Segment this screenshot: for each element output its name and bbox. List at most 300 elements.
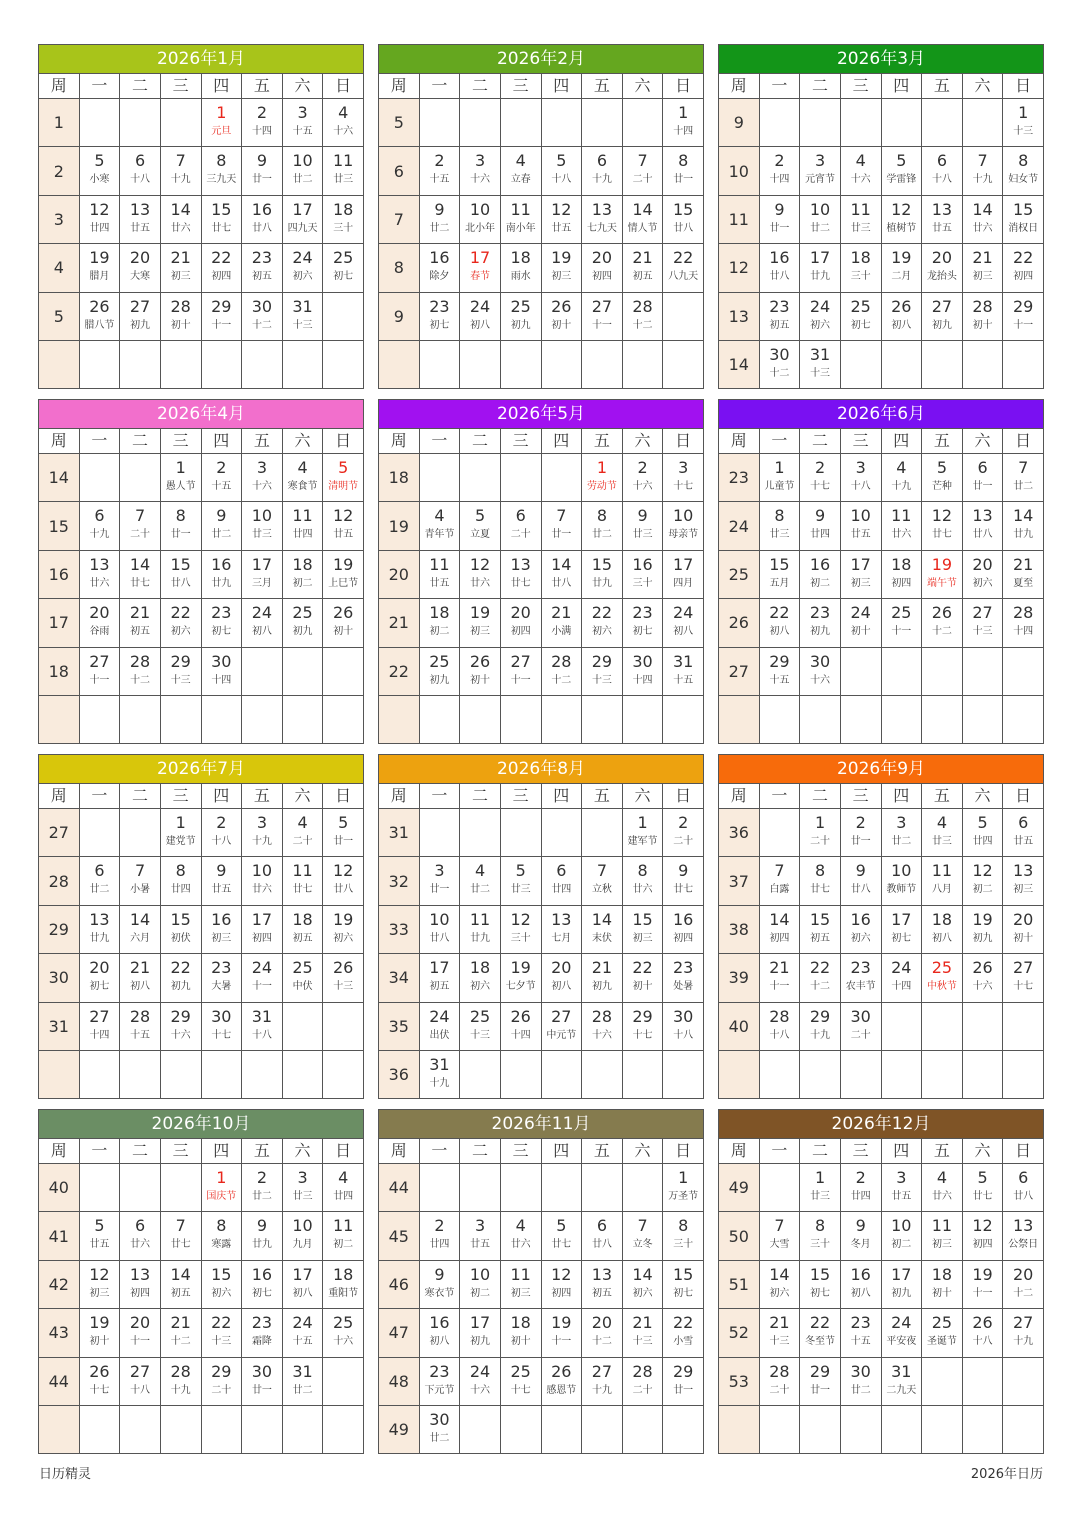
- day-number: 30: [251, 296, 273, 316]
- lunar-label: 初七: [673, 1287, 694, 1299]
- empty-cell: [881, 647, 922, 695]
- day-number: 5: [556, 1216, 567, 1236]
- day-cell: [800, 1309, 841, 1357]
- day-number: 5: [515, 861, 526, 881]
- day-cell: [800, 1164, 841, 1212]
- lunar-label: 廿二: [211, 529, 232, 541]
- month-block: [718, 1109, 1044, 1454]
- lunar-label: 廿八: [591, 1239, 612, 1251]
- day-cell: [541, 1260, 582, 1308]
- day-number: 6: [94, 506, 105, 526]
- lunar-label: 廿八: [769, 271, 790, 283]
- month-block: [718, 754, 1044, 1099]
- day-number: 8: [1018, 151, 1029, 171]
- lunar-label: 初伏: [170, 932, 191, 944]
- week-row: [379, 1405, 704, 1453]
- lunar-label: 十一: [551, 1336, 572, 1348]
- lunar-label: 十二: [931, 626, 952, 638]
- day-number: 26: [333, 958, 354, 978]
- lunar-label: 四九天: [287, 222, 318, 234]
- day-number: 6: [556, 861, 567, 881]
- day-cell: [840, 147, 881, 195]
- day-cell: [500, 1357, 541, 1405]
- weekday-header: 一: [759, 784, 800, 809]
- day-number: 3: [474, 1216, 486, 1236]
- day-number: 12: [972, 1216, 993, 1236]
- weekday-header: 六: [282, 1139, 323, 1164]
- day-number: 1: [678, 103, 689, 122]
- weekday-header: 二: [800, 74, 841, 99]
- lunar-label: 十八: [551, 174, 572, 186]
- day-cell: [282, 454, 323, 502]
- day-number: 14: [1013, 506, 1034, 526]
- lunar-label: 初八: [551, 981, 572, 993]
- lunar-label: 初九: [429, 674, 450, 686]
- day-number: 9: [814, 506, 826, 526]
- day-number: 19: [551, 1313, 572, 1333]
- lunar-label: 大寒: [130, 271, 151, 283]
- lunar-label: 十五: [673, 674, 694, 686]
- day-number: 4: [515, 1216, 526, 1236]
- day-cell: [962, 954, 1003, 1002]
- day-cell: [881, 809, 922, 857]
- lunar-label: 廿二: [810, 222, 831, 234]
- day-number: 22: [673, 248, 694, 268]
- day-cell: [622, 292, 663, 340]
- lunar-label: 九月: [292, 1239, 313, 1251]
- empty-cell: [500, 809, 541, 857]
- week-row: [379, 99, 704, 147]
- lunar-label: 初七: [429, 319, 450, 331]
- day-cell: [962, 905, 1003, 953]
- day-number: 3: [434, 861, 445, 881]
- lunar-label: 十九: [89, 529, 110, 541]
- lunar-label: 初二: [972, 884, 993, 896]
- day-number: 7: [134, 861, 146, 881]
- day-number: 24: [469, 296, 491, 316]
- day-number: 21: [972, 248, 993, 268]
- day-cell: [460, 1002, 501, 1050]
- lunar-label: 十三: [632, 1336, 653, 1348]
- weekday-header: 一: [79, 1139, 120, 1164]
- day-cell: [582, 147, 623, 195]
- day-cell: [160, 292, 201, 340]
- day-cell: [120, 1260, 161, 1308]
- day-cell: [323, 1309, 364, 1357]
- lunar-label: 初三: [1013, 884, 1034, 896]
- day-number: 20: [551, 958, 572, 978]
- empty-cell: [120, 340, 161, 388]
- day-number: 26: [891, 296, 912, 316]
- day-number: 2: [855, 1168, 866, 1187]
- week-row: [719, 195, 1044, 243]
- week-number: 27: [39, 809, 80, 857]
- day-cell: [840, 502, 881, 550]
- lunar-label: 十六: [470, 1384, 491, 1396]
- week-number: 43: [39, 1309, 80, 1357]
- day-number: 25: [510, 296, 531, 316]
- day-number: 27: [129, 1361, 151, 1381]
- weekday-header: 四: [541, 784, 582, 809]
- week-row: [39, 695, 364, 743]
- day-number: 5: [338, 813, 349, 832]
- day-cell: [663, 244, 704, 292]
- day-cell: [242, 502, 283, 550]
- empty-cell: [922, 340, 963, 388]
- day-number: 17: [469, 248, 491, 268]
- lunar-label: 初七: [251, 1287, 272, 1299]
- empty-cell: [663, 1405, 704, 1453]
- weekday-header: 五: [922, 784, 963, 809]
- empty-cell: [120, 695, 161, 743]
- lunar-label: 廿二: [292, 174, 313, 186]
- day-cell: [79, 502, 120, 550]
- week-number: 48: [379, 1357, 420, 1405]
- day-number: 11: [931, 861, 953, 881]
- week-row: [719, 502, 1044, 550]
- lunar-label: 十七: [673, 481, 694, 492]
- day-number: 25: [429, 651, 450, 671]
- week-row: [379, 195, 704, 243]
- day-number: 25: [333, 1313, 354, 1333]
- lunar-label: 廿六: [632, 884, 653, 896]
- lunar-label: 初六: [292, 271, 313, 283]
- week-row: [379, 1260, 704, 1308]
- day-cell: [582, 195, 623, 243]
- weekday-header: 五: [582, 74, 623, 99]
- day-cell: [79, 954, 120, 1002]
- weekday-header: 五: [922, 1139, 963, 1164]
- lunar-label: 廿七: [810, 884, 831, 896]
- month-grid: [38, 428, 364, 744]
- lunar-label: 学雷锋: [886, 174, 917, 186]
- week-header: 周: [719, 784, 760, 809]
- day-cell: [323, 147, 364, 195]
- month-title: 2026年11月: [378, 1109, 704, 1138]
- empty-cell: [201, 1050, 242, 1098]
- lunar-label: 廿三: [810, 1191, 831, 1202]
- day-cell: [201, 1309, 242, 1357]
- day-number: 1: [216, 103, 227, 122]
- week-row: [719, 809, 1044, 857]
- lunar-label: 十五: [211, 481, 232, 492]
- week-row: [39, 340, 364, 388]
- lunar-label: 廿一: [333, 836, 354, 847]
- empty-cell: [79, 809, 120, 857]
- day-cell: [201, 147, 242, 195]
- day-number: 18: [931, 1264, 953, 1284]
- lunar-label: 廿四: [429, 1239, 450, 1251]
- lunar-label: 廿五: [931, 222, 952, 234]
- day-number: 20: [931, 248, 953, 268]
- weekday-header: 六: [282, 429, 323, 454]
- day-cell: [201, 1260, 242, 1308]
- lunar-label: 教师节: [886, 884, 917, 896]
- weekday-header: 日: [1003, 784, 1044, 809]
- day-number: 9: [256, 151, 268, 171]
- day-number: 3: [474, 151, 486, 171]
- lunar-label: 小暑: [130, 884, 151, 896]
- lunar-label: 廿八: [429, 932, 450, 944]
- day-number: 12: [333, 506, 354, 526]
- week-row: [39, 1309, 364, 1357]
- day-number: 28: [632, 296, 653, 316]
- day-cell: [800, 147, 841, 195]
- empty-cell: [881, 1405, 922, 1453]
- day-cell: [160, 1357, 201, 1405]
- day-number: 19: [469, 603, 491, 623]
- day-number: 7: [774, 861, 785, 881]
- weekday-header: 四: [541, 1139, 582, 1164]
- day-cell: [881, 454, 922, 502]
- day-cell: [419, 599, 460, 647]
- day-cell: [201, 809, 242, 857]
- lunar-label: 廿六: [89, 577, 110, 589]
- week-number: 8: [379, 244, 420, 292]
- month-title: 2026年9月: [718, 754, 1044, 783]
- lunar-label: 三九天: [206, 174, 237, 186]
- lunar-label: 初二: [292, 577, 313, 589]
- day-number: 22: [211, 248, 232, 268]
- day-number: 1: [637, 813, 648, 832]
- day-cell: [282, 809, 323, 857]
- week-number: 1: [39, 99, 80, 147]
- day-number: 1: [814, 813, 826, 832]
- day-number: 5: [977, 1168, 988, 1187]
- lunar-label: 廿五: [429, 577, 450, 589]
- day-number: 17: [292, 199, 313, 219]
- day-number: 21: [129, 603, 151, 623]
- lunar-label: 廿九: [470, 932, 491, 944]
- day-number: 20: [129, 248, 151, 268]
- day-number: 16: [211, 554, 232, 574]
- lunar-label: 十七: [89, 1384, 110, 1396]
- day-cell: [419, 195, 460, 243]
- empty-cell: [840, 340, 881, 388]
- lunar-label: 十七: [632, 1029, 653, 1041]
- week-row: [39, 1260, 364, 1308]
- day-number: 5: [338, 458, 349, 477]
- day-number: 6: [1018, 813, 1029, 832]
- day-number: 3: [855, 458, 866, 477]
- lunar-label: 初七: [89, 981, 110, 993]
- week-row: [379, 340, 704, 388]
- day-number: 11: [292, 861, 313, 881]
- day-number: 12: [89, 1264, 110, 1284]
- lunar-label: 初十: [470, 674, 491, 686]
- empty-cell: [622, 1050, 663, 1098]
- day-number: 12: [551, 1264, 572, 1284]
- weekday-header: 四: [881, 784, 922, 809]
- lunar-label: 初九: [891, 1287, 912, 1299]
- day-cell: [282, 244, 323, 292]
- lunar-label: 廿二: [251, 1191, 272, 1202]
- empty-cell: [120, 454, 161, 502]
- lunar-label: 廿七: [510, 577, 531, 589]
- day-cell: [160, 502, 201, 550]
- lunar-label: 初六: [632, 1287, 653, 1299]
- lunar-label: 廿八: [1013, 1191, 1034, 1202]
- day-number: 26: [469, 651, 491, 671]
- empty-cell: [881, 99, 922, 147]
- day-cell: [622, 1002, 663, 1050]
- day-cell: [922, 292, 963, 340]
- week-row: [39, 905, 364, 953]
- lunar-label: 十五: [429, 174, 450, 186]
- empty-cell: [622, 99, 663, 147]
- lunar-label: 廿七: [211, 222, 232, 234]
- empty-cell: [881, 1002, 922, 1050]
- lunar-label: 十五: [130, 1029, 151, 1041]
- day-number: 5: [896, 151, 907, 171]
- day-cell: [622, 195, 663, 243]
- day-number: 7: [637, 151, 648, 171]
- day-cell: [759, 244, 800, 292]
- day-number: 27: [972, 603, 993, 623]
- day-number: 25: [292, 958, 313, 978]
- lunar-label: 廿六: [891, 529, 912, 541]
- day-number: 22: [809, 1313, 831, 1333]
- day-number: 14: [170, 199, 191, 219]
- empty-cell: [1003, 1405, 1044, 1453]
- day-cell: [323, 1260, 364, 1308]
- day-number: 31: [429, 1054, 450, 1074]
- day-number: 21: [769, 1313, 790, 1333]
- day-cell: [800, 292, 841, 340]
- lunar-label: 七九天: [586, 222, 617, 234]
- day-cell: [541, 1212, 582, 1260]
- lunar-label: 廿四: [333, 1191, 354, 1202]
- month-block: [38, 44, 364, 389]
- lunar-label: 出伏: [429, 1029, 450, 1041]
- lunar-label: 十四: [673, 126, 694, 137]
- empty-cell: [840, 647, 881, 695]
- lunar-label: 十八: [769, 1029, 790, 1041]
- lunar-label: 廿九: [810, 271, 831, 283]
- day-cell: [962, 550, 1003, 598]
- lunar-label: 初三: [211, 932, 232, 944]
- day-number: 17: [891, 909, 912, 929]
- day-number: 15: [809, 1264, 831, 1284]
- day-cell: [282, 502, 323, 550]
- day-number: 30: [429, 1409, 450, 1429]
- day-number: 4: [434, 506, 445, 526]
- day-cell: [962, 1309, 1003, 1357]
- day-number: 17: [429, 958, 450, 978]
- lunar-label: 初二: [429, 626, 450, 638]
- empty-cell: [460, 1405, 501, 1453]
- week-number: 49: [379, 1405, 420, 1453]
- day-number: 26: [510, 1006, 531, 1026]
- month-block: [718, 44, 1044, 389]
- day-cell: [840, 454, 881, 502]
- lunar-label: 十一: [972, 1287, 993, 1299]
- week-row: [719, 647, 1044, 695]
- lunar-label: 十一: [891, 626, 912, 638]
- day-cell: [500, 292, 541, 340]
- lunar-label: 廿五: [850, 529, 871, 541]
- lunar-label: 二十: [850, 1029, 871, 1041]
- lunar-label: 十四: [89, 1029, 110, 1041]
- lunar-label: 廿八: [333, 884, 354, 896]
- week-row: [39, 292, 364, 340]
- lunar-label: 龙抬头: [926, 271, 957, 283]
- lunar-label: 廿二: [429, 222, 450, 234]
- day-cell: [282, 599, 323, 647]
- weekday-header: 日: [1003, 1139, 1044, 1164]
- lunar-label: 二十: [211, 1384, 232, 1396]
- day-cell: [201, 954, 242, 1002]
- day-number: 21: [551, 603, 572, 623]
- week-number: 28: [39, 857, 80, 905]
- lunar-label: 廿八: [170, 577, 191, 589]
- day-number: 10: [809, 199, 831, 219]
- day-number: 31: [292, 1361, 313, 1381]
- weekday-header: 日: [323, 1139, 364, 1164]
- day-number: 8: [216, 1216, 227, 1236]
- day-cell: [79, 857, 120, 905]
- lunar-label: 平安夜: [886, 1336, 917, 1348]
- day-cell: [663, 857, 704, 905]
- day-number: 26: [333, 603, 354, 623]
- day-cell: [622, 1309, 663, 1357]
- day-cell: [622, 647, 663, 695]
- day-number: 2: [216, 813, 227, 832]
- day-cell: [160, 647, 201, 695]
- day-number: 12: [469, 554, 491, 574]
- lunar-label: 十九: [972, 174, 993, 186]
- day-cell: [759, 1357, 800, 1405]
- day-cell: [962, 599, 1003, 647]
- lunar-label: 七月: [551, 932, 572, 944]
- day-cell: [242, 1212, 283, 1260]
- day-number: 21: [170, 248, 191, 268]
- empty-cell: [962, 695, 1003, 743]
- lunar-label: 十二: [551, 674, 572, 686]
- lunar-label: 廿七: [972, 1191, 993, 1202]
- lunar-label: 十三: [470, 1029, 491, 1041]
- day-number: 27: [1013, 1313, 1034, 1333]
- weekday-header: 日: [1003, 74, 1044, 99]
- week-number: 20: [379, 550, 420, 598]
- week-number: [719, 1050, 760, 1098]
- lunar-label: 初六: [769, 1287, 790, 1299]
- day-number: 12: [972, 861, 993, 881]
- empty-cell: [922, 695, 963, 743]
- lunar-label: 初五: [810, 932, 831, 944]
- day-cell: [120, 292, 161, 340]
- day-number: 18: [850, 248, 871, 268]
- day-cell: [922, 857, 963, 905]
- day-cell: [201, 502, 242, 550]
- week-row: [719, 244, 1044, 292]
- lunar-label: 四月: [673, 577, 694, 589]
- lunar-label: 腊月: [89, 271, 110, 283]
- day-number: 24: [673, 603, 694, 623]
- day-cell: [323, 502, 364, 550]
- day-cell: [663, 147, 704, 195]
- day-number: 16: [429, 248, 450, 268]
- lunar-label: 初八: [891, 319, 912, 331]
- lunar-label: 廿七: [551, 1239, 572, 1251]
- day-number: 27: [931, 296, 953, 316]
- day-cell: [323, 809, 364, 857]
- lunar-label: 二十: [769, 1384, 790, 1396]
- lunar-label: 五月: [769, 577, 790, 589]
- lunar-label: 大雪: [769, 1239, 790, 1251]
- week-row: [719, 1164, 1044, 1212]
- week-row: [379, 550, 704, 598]
